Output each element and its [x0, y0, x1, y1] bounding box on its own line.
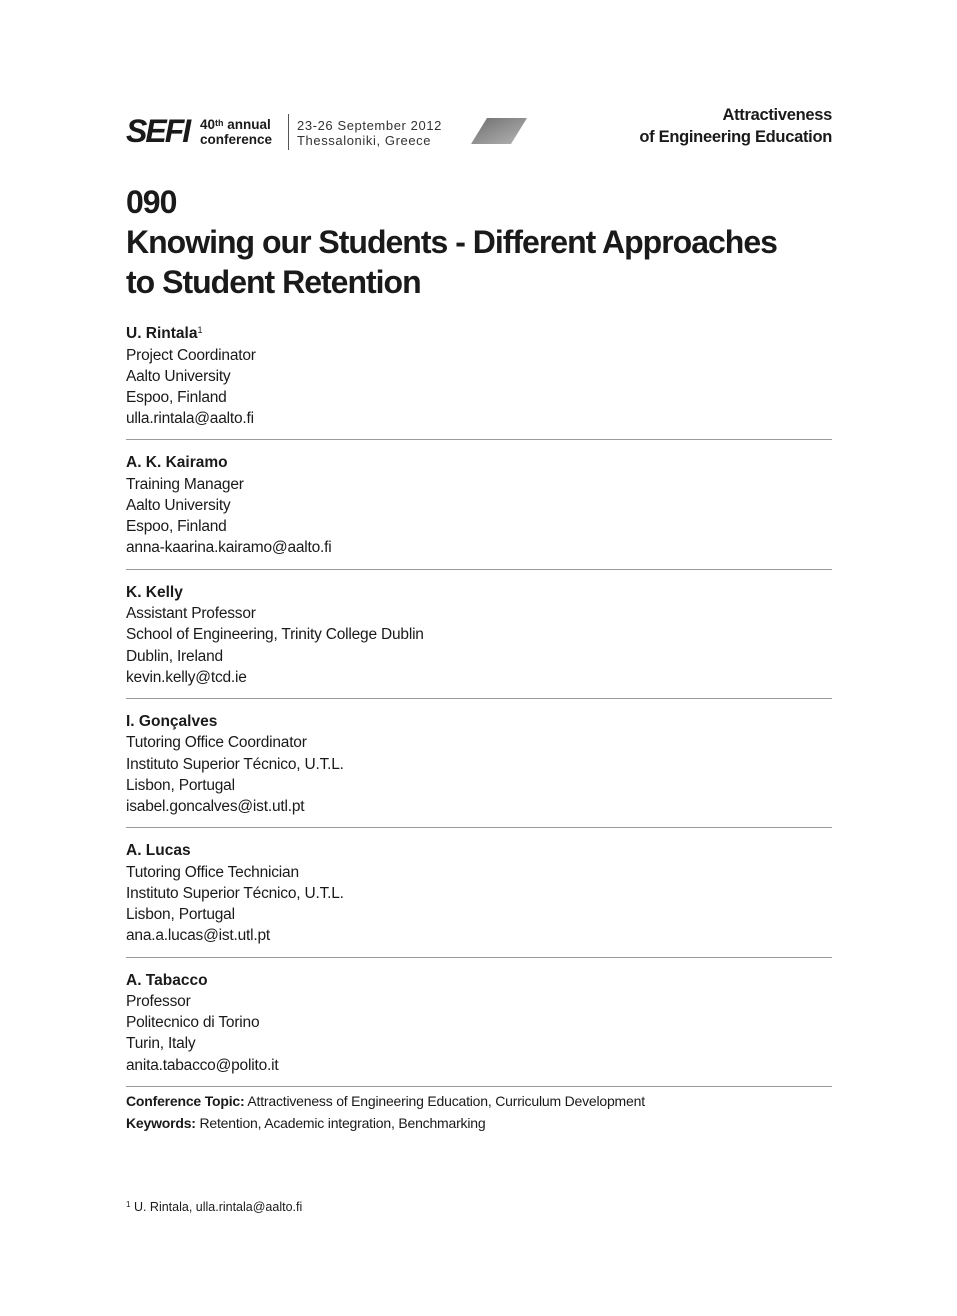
author-role: Project Coordinator	[126, 346, 256, 364]
author-role: Tutoring Office Technician	[126, 863, 299, 881]
author-email: ana.a.lucas@ist.utl.pt	[126, 927, 271, 945]
author-email: anna-kaarina.kairamo@aalto.fi	[126, 539, 332, 557]
paper-number: 090	[126, 184, 177, 220]
topic-header	[639, 104, 832, 148]
title-line-1: Knowing our Students - Different Approaches	[126, 224, 777, 260]
author-list	[126, 320, 832, 1099]
author-block	[126, 970, 832, 1087]
conference-date-range: 23-26 September 2012	[297, 118, 442, 133]
author-role: Tutoring Office Coordinator	[126, 734, 307, 752]
conference-location: Thessaloniki, Greece	[297, 133, 432, 148]
author-email: ulla.rintala@aalto.fi	[126, 410, 254, 428]
author-block	[126, 711, 832, 828]
header-divider	[288, 114, 289, 150]
topic-header-line-2: of Engineering Education	[639, 128, 832, 146]
author-email: isabel.goncalves@ist.utl.pt	[126, 798, 305, 816]
author-institution: Politecnico di Torino	[126, 1014, 260, 1032]
author-block	[126, 840, 832, 957]
footnote-mark: 1	[197, 325, 203, 335]
conference-line-1: 40th annual	[200, 117, 271, 132]
author-location: Espoo, Finland	[126, 518, 227, 536]
keywords-label: Keywords:	[126, 1115, 196, 1131]
footnote	[126, 1197, 302, 1215]
author-block	[126, 320, 832, 440]
conference-dates	[297, 118, 442, 148]
author-institution: Aalto University	[126, 497, 231, 515]
conference-topic	[126, 1090, 832, 1112]
sefi-logo: SEFI	[126, 113, 190, 149]
paper-title	[126, 182, 846, 302]
topic-header-line-1: Attractiveness	[722, 106, 832, 124]
author-location: Dublin, Ireland	[126, 647, 223, 665]
author-role: Training Manager	[126, 475, 244, 493]
keywords	[126, 1112, 832, 1134]
author-block	[126, 452, 832, 569]
keywords-value: Retention, Academic integration, Benchmarking	[199, 1115, 486, 1131]
paper-metadata	[126, 1090, 832, 1134]
conference-label	[200, 116, 272, 147]
author-name: I. Gonçalves	[126, 712, 218, 730]
author-role: Assistant Professor	[126, 605, 256, 623]
author-institution: Instituto Superior Técnico, U.T.L.	[126, 755, 344, 773]
author-name: K. Kelly	[126, 583, 183, 601]
conference-header	[126, 104, 832, 154]
author-location: Lisbon, Portugal	[126, 776, 235, 794]
author-institution: Aalto University	[126, 367, 231, 385]
author-name: A. K. Kairamo	[126, 454, 228, 472]
conference-line-2: conference	[200, 132, 273, 147]
author-location: Espoo, Finland	[126, 388, 227, 406]
author-email: anita.tabacco@polito.it	[126, 1056, 279, 1074]
author-block	[126, 582, 832, 699]
author-institution: School of Engineering, Trinity College Dublin	[126, 626, 424, 644]
author-email: kevin.kelly@tcd.ie	[126, 668, 247, 686]
footnote-text: U. Rintala, ulla.rintala@aalto.fi	[133, 1200, 303, 1214]
author-institution: Instituto Superior Técnico, U.T.L.	[126, 884, 344, 902]
conference-topic-value: Attractiveness of Engineering Education, Curriculum Development	[247, 1093, 645, 1109]
title-line-2: to Student Retention	[126, 264, 421, 300]
author-name: A. Lucas	[126, 842, 191, 860]
author-role: Professor	[126, 993, 191, 1011]
conference-topic-label: Conference Topic:	[126, 1093, 245, 1109]
author-location: Turin, Italy	[126, 1035, 196, 1053]
author-location: Lisbon, Portugal	[126, 906, 235, 924]
author-name: U. Rintala$^1$	[126, 325, 203, 342]
author-name: A. Tabacco	[126, 971, 208, 989]
footnote-number: 1	[126, 1200, 131, 1209]
decorative-stripe-icon	[471, 118, 527, 144]
